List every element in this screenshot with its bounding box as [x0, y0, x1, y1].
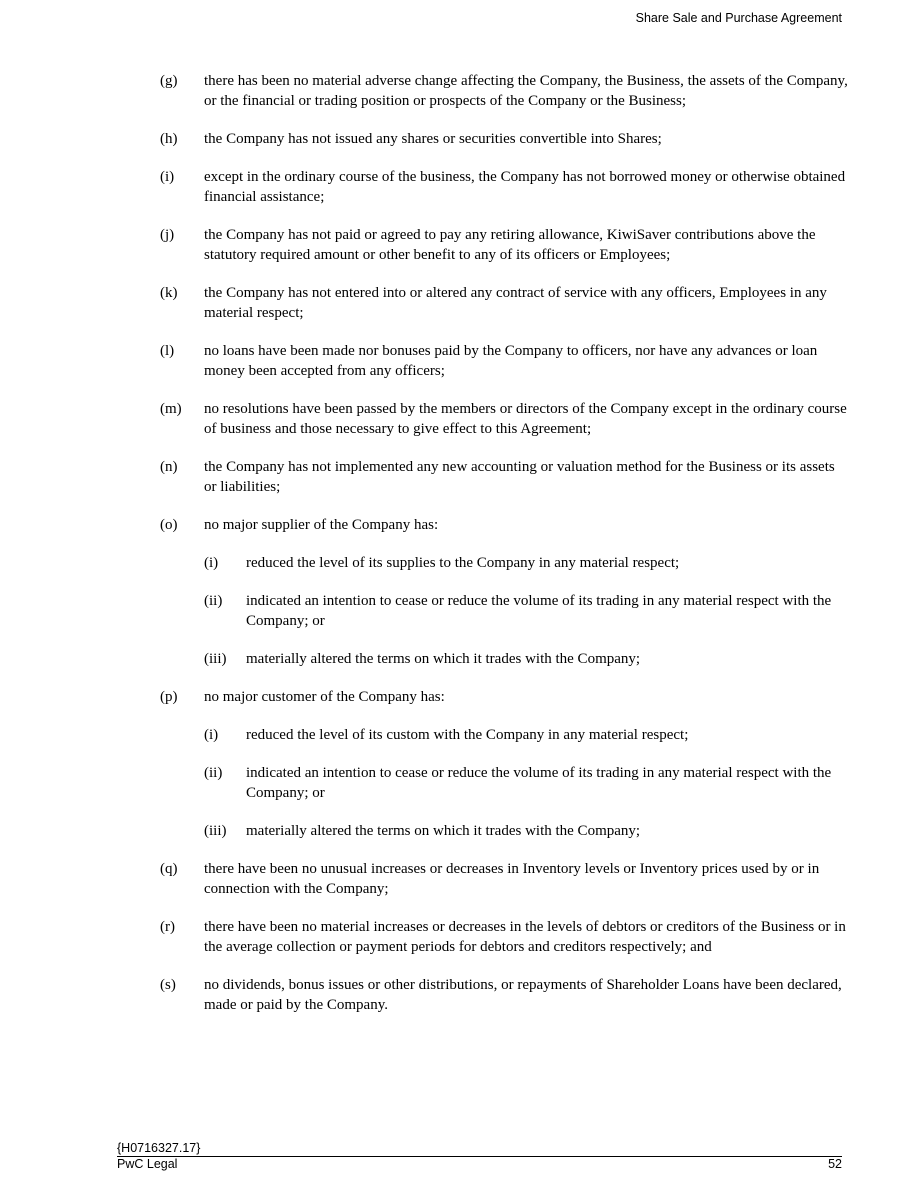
clause-text: the Company has not paid or agreed to pay any retiring allowance, KiwiSaver contributions above the statutory required amount or other benefit to any of its officers or Employees; [204, 227, 816, 263]
clause-item [160, 457, 850, 497]
subclause-item [204, 763, 850, 803]
clause-text: no major customer of the Company has: [204, 689, 445, 705]
clause-item [160, 167, 850, 207]
clause-text: no resolutions have been passed by the members or directors of the Company except in the ordinary course of business and those necessary to give effect to this Agreement; [204, 401, 847, 437]
clause-text: no loans have been made nor bonuses paid by the Company to officers, nor have any advances or loan money been accepted from any officers; [204, 343, 818, 379]
clause-label: (m) [160, 401, 182, 417]
subclause-item [204, 553, 850, 573]
clause-text: no major supplier of the Company has: [204, 517, 439, 533]
subclause-label: (i) [204, 555, 219, 571]
clause-label: (n) [160, 459, 178, 475]
page-number: 52 [828, 1157, 842, 1171]
clause-text: the Company has not entered into or altered any contract of service with any officers, Employees in any material respect; [204, 285, 827, 321]
subclause-item [204, 591, 850, 631]
subclause-label: (iii) [204, 651, 227, 667]
clause-text: no dividends, bonus issues or other distributions, or repayments of Shareholder Loans have been declared, made or paid by the Company. [204, 977, 842, 1013]
page-footer [117, 1141, 842, 1171]
clause-list [160, 71, 850, 1033]
clause-item [160, 399, 850, 439]
clause-label: (q) [160, 861, 178, 877]
subclause-text: reduced the level of its supplies to the Company in any material respect; [246, 555, 680, 571]
clause-label: (p) [160, 689, 178, 705]
subclause-text: reduced the level of its custom with the Company in any material respect; [246, 727, 689, 743]
clause-item [160, 341, 850, 381]
clause-item [160, 687, 850, 707]
clause-text: except in the ordinary course of the business, the Company has not borrowed money or otherwise obtained financial assistance; [204, 169, 846, 205]
firm-name: PwC Legal [117, 1157, 178, 1171]
clause-text: the Company has not implemented any new accounting or valuation method for the Business or its assets or liabilities; [204, 459, 835, 495]
subclause-label: (ii) [204, 593, 223, 609]
clause-text: there has been no material adverse change affecting the Company, the Business, the assets of the Company, or the financial or trading position or prospects of the Company or the Business; [204, 73, 848, 109]
clause-item [160, 859, 850, 899]
clause-label: (s) [160, 977, 176, 993]
clause-text: the Company has not issued any shares or securities convertible into Shares; [204, 131, 662, 147]
clause-item [160, 283, 850, 323]
clause-item [160, 129, 850, 149]
running-header: Share Sale and Purchase Agreement [635, 11, 842, 25]
clause-item [160, 71, 850, 111]
subclause-item [204, 821, 850, 841]
clause-item [160, 225, 850, 265]
clause-text: there have been no material increases or decreases in the levels of debtors or creditors of the Business or in the average collection or payment periods for debtors and creditors respectively; and [204, 919, 846, 955]
clause-item [160, 917, 850, 957]
clause-label: (r) [160, 919, 175, 935]
subclause-label: (ii) [204, 765, 223, 781]
clause-label: (l) [160, 343, 175, 359]
clause-label: (i) [160, 169, 175, 185]
subclause-item [204, 725, 850, 745]
clause-label: (o) [160, 517, 178, 533]
clause-item [160, 975, 850, 1015]
clause-label: (j) [160, 227, 175, 243]
subclause-text: materially altered the terms on which it trades with the Company; [246, 651, 641, 667]
subclause-item [204, 649, 850, 669]
clause-label: (k) [160, 285, 178, 301]
subclause-text: indicated an intention to cease or reduce the volume of its trading in any material respect with the Company; or [246, 593, 832, 629]
subclause-label: (iii) [204, 823, 227, 839]
subclause-label: (i) [204, 727, 219, 743]
clause-text: there have been no unusual increases or decreases in Inventory levels or Inventory prices used by or in connection with the Company; [204, 861, 820, 897]
subclause-text: indicated an intention to cease or reduce the volume of its trading in any material respect with the Company; or [246, 765, 832, 801]
subclause-text: materially altered the terms on which it trades with the Company; [246, 823, 641, 839]
document-reference: {H0716327.17} [117, 1141, 201, 1155]
clause-label: (h) [160, 131, 178, 147]
clause-label: (g) [160, 73, 178, 89]
clause-item [160, 515, 850, 535]
